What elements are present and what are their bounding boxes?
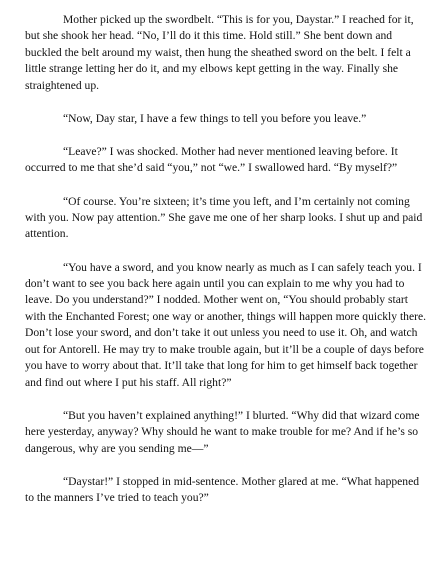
paragraph-2: “Now, Day star, I have a few things to tell you before you leave.” (63, 111, 367, 125)
paragraph-1: Mother picked up the swordbelt. “This is for you, Daystar.” I reached for it, but she shook her head. “No, I’ll do it this time. Hold still.” She bent down and buckled the belt around my waist, then hung the sheathed sword on the belt. I felt a little strange letting her do it, and my elbows kept getting in the way. Finally she straightened up. (25, 13, 414, 92)
paragraph-6: “But you haven’t explained anything!” I blurted. “Why did that wizard come here yesterday, anyway? Why should he want to make trouble for me? And if he’s so dangerous, why are you sending me—” (25, 408, 420, 455)
paragraph-4: “Of course. You’re sixteen; it’s time you left, and I’m certainly not coming with you. Now pay attention.” She gave me one of her sharp looks. I shut up and paid attention. (25, 194, 423, 241)
paragraph-7: “Daystar!” I stopped in mid-sentence. Mother glared at me. “What happened to the manners I’ve tried to teach you?” (25, 474, 420, 505)
paragraph-3: “Leave?” I was shocked. Mother had never mentioned leaving before. It occurred to me that she’d said “you,” not “we.” I swallowed hard. “By myself?” (25, 145, 398, 175)
page-text (25, 12, 429, 523)
paragraph-5: “You have a sword, and you know nearly as much as I can safely teach you. I don’t want to see you back here again until you can explain to me why you had to leave. Do you understand?” I nodded. Mother went on, “You should probably start with the Enchanted Forest; one way or another, things will happen more quickly there. Don’t lose your sword, and don’t take it out unless you need to use it. Oh, and watch out for Antorell. He may try to make trouble again, but it’ll be a couple of days before you have to worry about that. It’ll take that long for him to get himself back together and find out where I put his staff. All right?” (25, 260, 427, 389)
